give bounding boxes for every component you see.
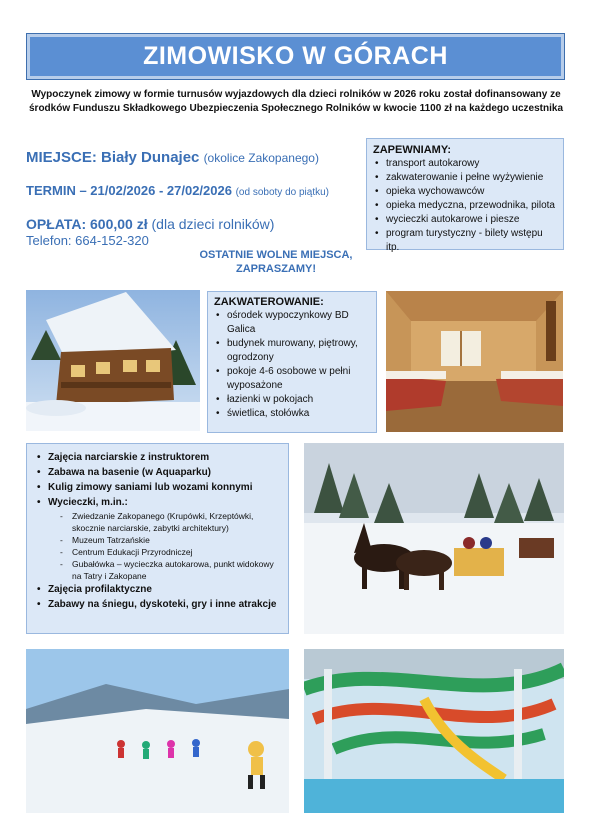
accommodation-item: • ośrodek wypoczynkowy BD Galica xyxy=(214,309,370,337)
activity-item: • Zajęcia narciarskie z instruktorem xyxy=(35,450,280,465)
trip-item: - Centrum Edukacji Przyrodniczej xyxy=(58,546,280,558)
provided-item: • opieka wychowawców xyxy=(373,185,557,199)
dates xyxy=(26,183,329,198)
activities-box xyxy=(26,443,289,634)
location-sub: (okolice Zakopanego) xyxy=(203,151,319,165)
accommodation-box xyxy=(207,291,377,433)
activity-item xyxy=(35,495,280,582)
page-title: ZIMOWISKO W GÓRACH xyxy=(143,42,448,70)
accommodation-item: • świetlica, stołówka xyxy=(214,407,370,421)
location-label: MIEJSCE: Biały Dunajec xyxy=(26,149,200,166)
chalet-photo xyxy=(26,290,200,431)
trips-heading: Wycieczki, m.in.: xyxy=(48,497,128,508)
provided-item: • wycieczki autokarowe i piesze xyxy=(373,213,557,227)
phone: Telefon: 664-152-320 xyxy=(26,233,149,248)
accommodation-heading: ZAKWATEROWANIE: xyxy=(214,296,324,308)
activity-item: • Zabawy na śniegu, dyskoteki, gry i inne atrakcje xyxy=(35,597,280,612)
location xyxy=(26,149,319,166)
provided-item: • program turystyczny - bilety wstępu itp. xyxy=(373,227,557,255)
provided-item: • transport autokarowy xyxy=(373,157,557,171)
provided-box xyxy=(366,138,564,253)
skiing-photo xyxy=(26,649,289,813)
activity-item: • Zabawa na basenie (w Aquaparku) xyxy=(35,465,280,480)
accommodation-item: • budynek murowany, piętrowy, ogrodzony xyxy=(214,337,370,365)
last-places-notice: OSTATNIE WOLNE MIEJSCA, ZAPRASZAMY! xyxy=(199,249,353,275)
price xyxy=(26,216,274,232)
trip-item: - Muzeum Tatrzańskie xyxy=(58,534,280,546)
room-photo xyxy=(386,291,563,432)
activity-item: • Kulig zimowy saniami lub wozami konnymi xyxy=(35,480,280,495)
accommodation-item: • łazienki w pokojach xyxy=(214,393,370,407)
activity-item: • Zajęcia profilaktyczne xyxy=(35,582,280,597)
title-banner xyxy=(26,33,565,80)
sleigh-photo xyxy=(304,443,564,634)
provided-heading: ZAPEWNIAMY: xyxy=(373,144,452,156)
aquapark-photo xyxy=(304,649,564,813)
price-sub: (dla dzieci rolników) xyxy=(151,216,275,232)
trip-item: - Zwiedzanie Zakopanego (Krupówki, Krzeptówki, skocznie narciarskie, zabytki architektury) xyxy=(58,510,280,534)
provided-item: • zakwaterowanie i pełne wyżywienie xyxy=(373,171,557,185)
intro-text: Wypoczynek zimowy w formie turnusów wyjazdowych dla dzieci rolników w 2026 roku został dofinansowany ze środków Funduszu Składkowego Ubezpieczenia Społecznego Rolników w kwocie 1100 zł na każdego uczestnika xyxy=(28,89,564,114)
price-label: OPŁATA: 600,00 zł xyxy=(26,216,148,232)
dates-sub: (od soboty do piątku) xyxy=(235,187,329,198)
provided-item: • opieka medyczna, przewodnika, pilota xyxy=(373,199,557,213)
accommodation-item: • pokoje 4-6 osobowe w pełni wyposażone xyxy=(214,365,370,393)
trip-item: - Gubałówka – wycieczka autokarowa, punkt widokowy na Tatry i Zakopane xyxy=(58,558,280,582)
dates-label: TERMIN – 21/02/2026 - 27/02/2026 xyxy=(26,183,232,198)
